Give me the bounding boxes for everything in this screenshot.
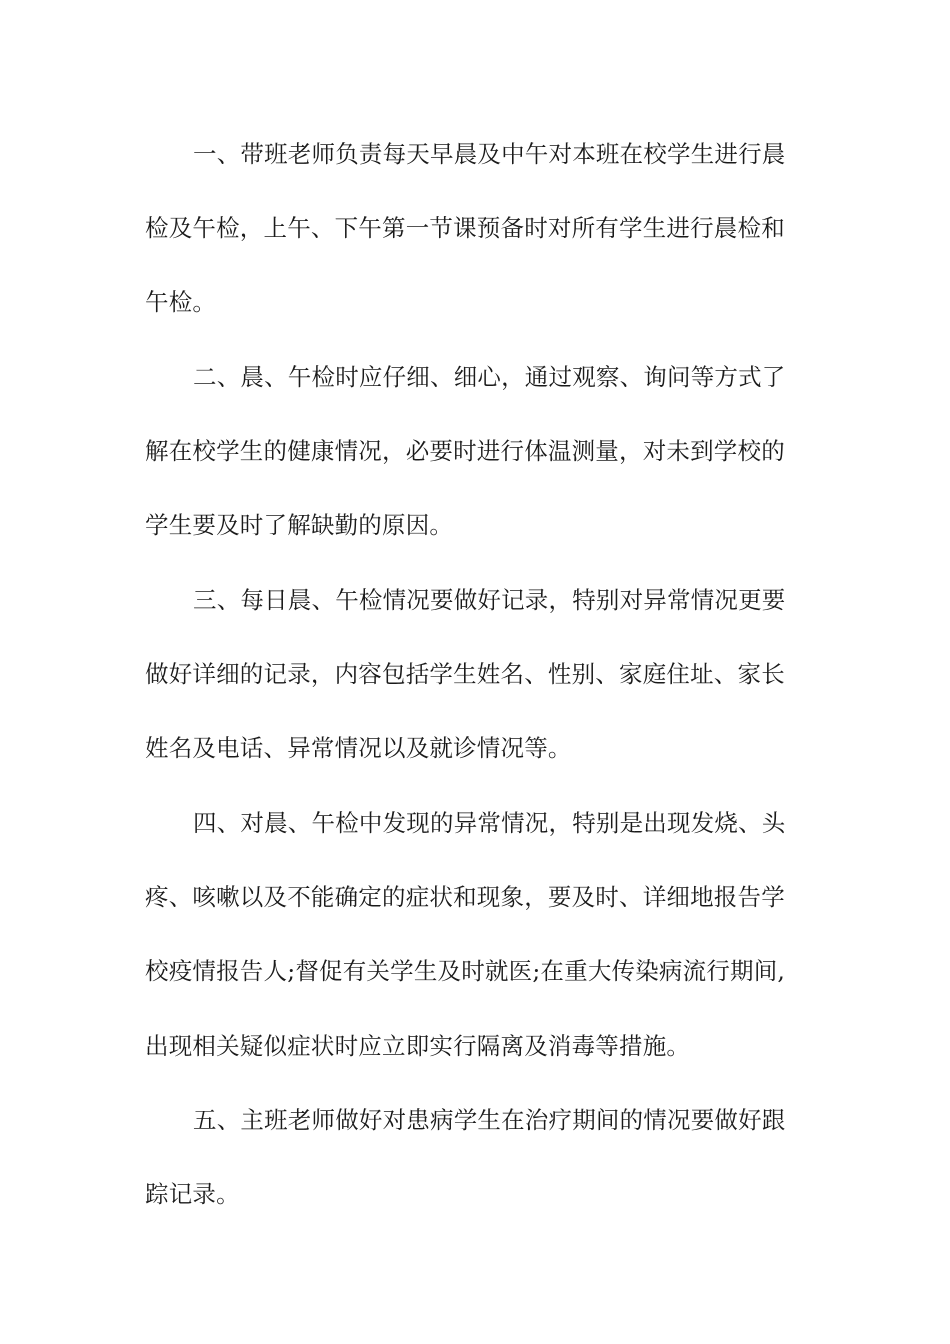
paragraph-2-line-2: 解在校学生的健康情况，必要时进行体温测量，对未到学校的 [145, 437, 785, 465]
paragraph-3-line-3: 姓名及电话、异常情况以及就诊情况等。 [145, 734, 572, 762]
paragraph-2-line-3: 学生要及时了解缺勤的原因。 [145, 511, 454, 539]
paragraph-4-line-3: 校疫情报告人;督促有关学生及时就医;在重大传染病流行期间, [145, 957, 786, 985]
paragraph-4-line-4: 出现相关疑似症状时应立即实行隔离及消毒等措施。 [145, 1032, 691, 1060]
paragraph-4-line-2: 疼、咳嗽以及不能确定的症状和现象，要及时、详细地报告学 [145, 883, 785, 911]
paragraph-4-line-1: 四、对晨、午检中发现的异常情况，特别是出现发烧、头 [193, 809, 786, 837]
paragraph-3-line-1: 三、每日晨、午检情况要做好记录，特别对异常情况更要 [193, 586, 786, 614]
paragraph-1-line-1: 一、带班老师负责每天早晨及中午对本班在校学生进行晨 [193, 140, 786, 168]
paragraph-5-line-1: 五、主班老师做好对患病学生在治疗期间的情况要做好跟 [193, 1106, 786, 1134]
paragraph-3-line-2: 做好详细的记录，内容包括学生姓名、性别、家庭住址、家长 [145, 660, 785, 688]
paragraph-2-line-1: 二、晨、午检时应仔细、细心，通过观察、询问等方式了 [193, 363, 786, 391]
paragraph-1-line-2: 检及午检，上午、下午第一节课预备时对所有学生进行晨检和 [145, 214, 785, 242]
paragraph-5-line-2: 踪记录。 [145, 1180, 240, 1208]
paragraph-1-line-3: 午检。 [145, 288, 217, 316]
